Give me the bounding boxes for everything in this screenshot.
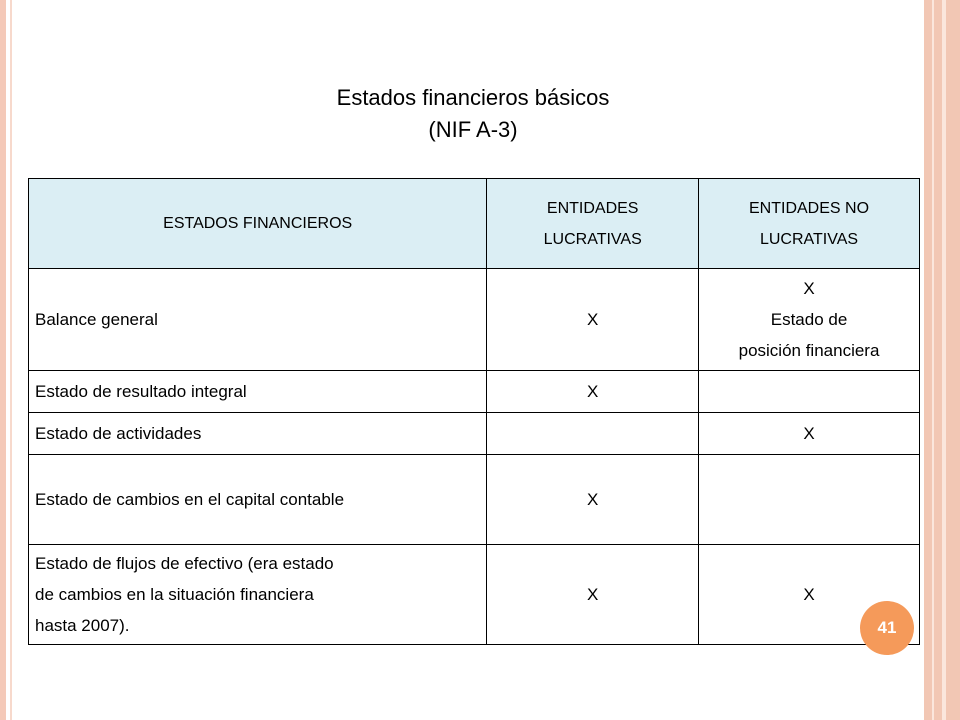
row-name: [29, 545, 487, 645]
row-no-lucrativas: [699, 269, 920, 371]
table-row: [29, 269, 920, 371]
table-header-row: [29, 179, 920, 269]
header-col2-line1: ENTIDADES: [546, 199, 639, 217]
row-name: Estado de cambios en el capital contable: [29, 455, 487, 545]
slide-title: [0, 82, 946, 146]
row-name-line: de cambios en la situación financiera: [35, 585, 314, 604]
header-entidades-no-lucrativas: [699, 179, 920, 269]
row-lucrativas: X: [487, 455, 699, 545]
page-number-badge: 41: [860, 601, 914, 655]
row-name: Estado de actividades: [29, 413, 487, 455]
row-lucrativas: X: [487, 269, 699, 371]
row-name-line: Estado de flujos de efectivo (era estado: [35, 554, 334, 573]
row-no-lucrativas: [699, 371, 920, 413]
financial-statements-table: [28, 178, 920, 645]
header-estados-financieros: ESTADOS FINANCIEROS: [29, 179, 487, 269]
row-no-lucrativas: [699, 455, 920, 545]
row-lucrativas: X: [487, 371, 699, 413]
table-row: [29, 371, 920, 413]
title-line-1: Estados financieros básicos: [336, 85, 610, 110]
row-lucrativas: X: [487, 545, 699, 645]
row-lucrativas: [487, 413, 699, 455]
title-line-2: (NIF A-3): [428, 117, 518, 142]
row-no-lucrativas: X: [699, 545, 920, 645]
header-col3-line2: LUCRATIVAS: [759, 230, 859, 248]
row-no-lucrativas-line: X: [803, 279, 815, 298]
row-no-lucrativas-line: posición financiera: [738, 341, 880, 360]
header-col2-line2: LUCRATIVAS: [543, 230, 642, 248]
table-row: [29, 413, 920, 455]
row-name: Balance general: [29, 269, 487, 371]
table-row: [29, 545, 920, 645]
row-name-line: hasta 2007).: [35, 616, 130, 635]
header-col3-line1: ENTIDADES NO: [749, 199, 870, 217]
row-name: Estado de resultado integral: [29, 371, 487, 413]
row-no-lucrativas-line: Estado de: [770, 310, 848, 329]
header-entidades-lucrativas: [487, 179, 699, 269]
table-row: [29, 455, 920, 545]
row-no-lucrativas: X: [699, 413, 920, 455]
